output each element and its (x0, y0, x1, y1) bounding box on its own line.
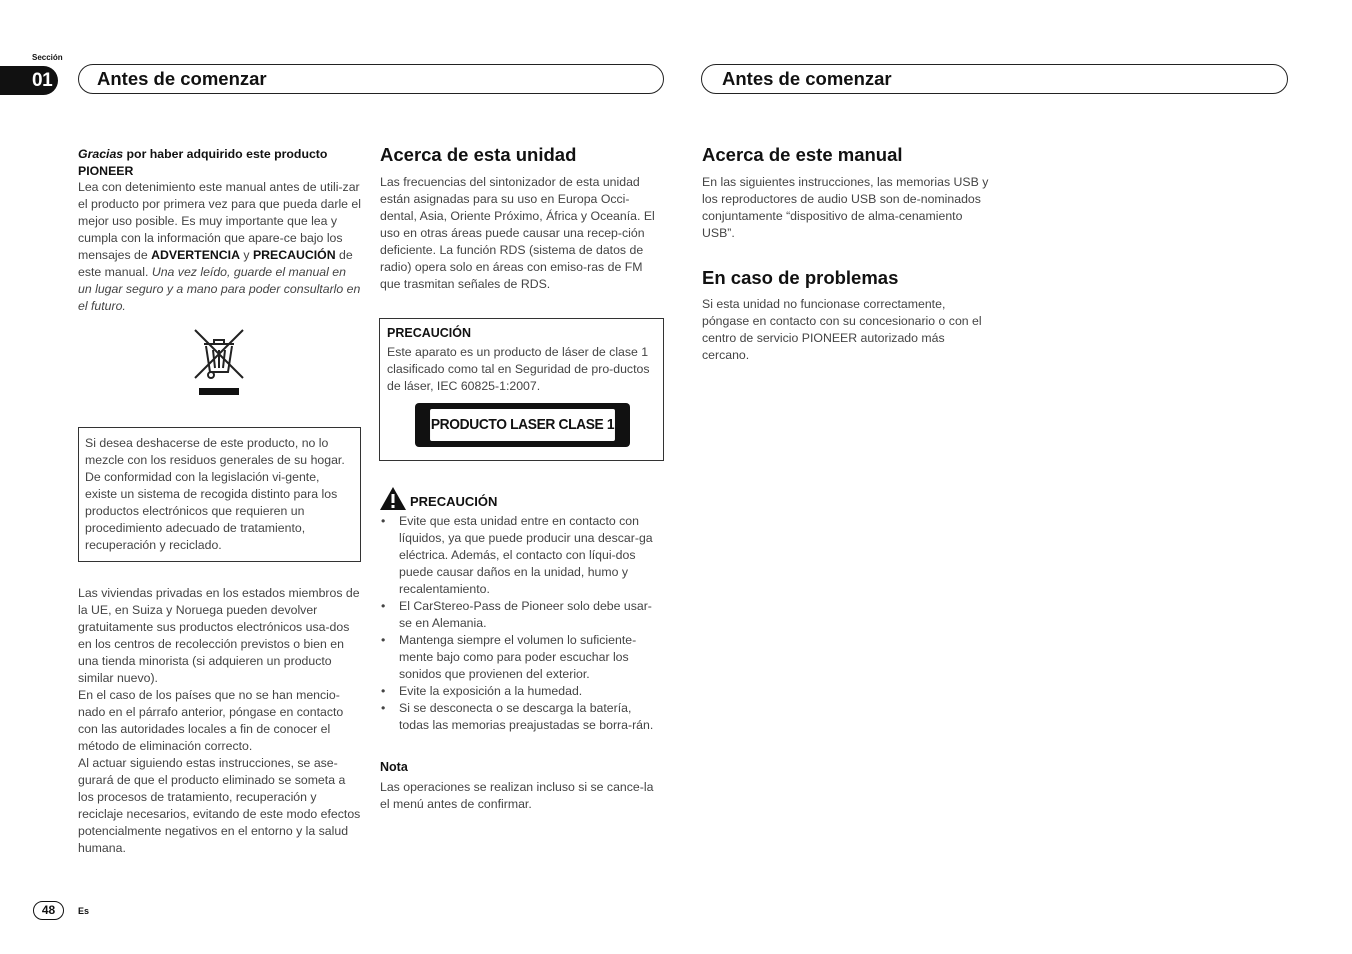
intro-p3: Una vez leído, guarde el manual en un lugar seguro y a mano para poder consultarlo en el futuro. (78, 265, 361, 313)
intro-title-italic: Gracias (78, 147, 124, 161)
laser-class-label-text: PRODUCTO LASER CLASE 1 (430, 409, 615, 441)
households-p3: Al actuar siguiendo estas instrucciones, se ase-gurará de que el producto eliminado se someta a los procesos de tratamiento, recuperación y reciclaje necesarios, evitando de este modo efectos potencialmente negativos en el entorno y la salud humana. (78, 756, 361, 855)
caution-item: • Evite que esta unidad entre en contacto con líquidos, ya que puede producir una descar-ga eléctrica. Además, el contacto con líqui-dos puede causar daños en la unidad, humo y recalentamiento. (380, 513, 664, 598)
intro-title (78, 146, 362, 180)
precaucion-box-text: Este aparato es un producto de láser de clase 1 clasificado como tal en Seguridad de pro-ductos de láser, IEC 60825-1:2007. (387, 345, 650, 393)
language-code: Es (78, 906, 90, 916)
caution-item: • El CarStereo-Pass de Pioneer solo debe usar-se en Alemania. (380, 598, 664, 632)
section-number-tab: 01 (0, 66, 58, 95)
precaucion-box-heading: PRECAUCIÓN (387, 326, 472, 340)
section-label: Sección (32, 53, 63, 62)
warning-triangle-icon (379, 486, 407, 511)
page-number: 48 (33, 901, 64, 920)
intro-title-rest: por haber adquirido este producto (123, 147, 328, 161)
disposal-text: Si desea deshacerse de este producto, no lo mezcle con los residuos generales de su hogar. De conformidad con la legislación vi-gente, existe un sistema de recogida distinto para los productos electrónicos que requieren un procedimiento adecuado de tratamiento, recuperación y reciclado. (85, 436, 345, 552)
caution-list (380, 513, 664, 734)
header-left-title: Antes de comenzar (78, 64, 664, 94)
manual-title: Acerca de este manual (702, 144, 903, 165)
problemas-text: Si esta unidad no funcionase correctamente, póngase en contacto con su concesionario o con el centro de servicio PIONEER autorizado más cercano. (702, 297, 982, 362)
caution-item: • Si se desconecta o se descarga la batería, todas las memorias preajustadas se borra-rán. (380, 700, 664, 734)
caution-item: • Evite la exposición a la humedad. (380, 683, 664, 700)
intro-title-brand: PIONEER (78, 164, 134, 178)
caution-heading: PRECAUCIÓN (410, 494, 498, 509)
intro-paragraph (78, 179, 362, 315)
header-right-title: Antes de comenzar (701, 64, 1288, 94)
intro-y: y (239, 248, 253, 262)
households-p1: Las viviendas privadas en los estados miembros de la UE, en Suiza y Noruega pueden devolver gratuitamente sus productos electrónicos usa-dos en los centros de recolección previstos o bien en una tienda minorista (si adquieren un producto similar nuevo). (78, 586, 360, 685)
disposal-info-box (78, 427, 361, 562)
intro-precaucion: PRECAUCIÓN (252, 248, 336, 262)
nota-text: Las operaciones se realizan incluso si se cance-la el menú antes de confirmar. (380, 780, 654, 811)
intro-advertencia: ADVERTENCIA (151, 248, 240, 262)
nota-heading: Nota (380, 760, 408, 774)
households-section (78, 585, 362, 857)
manual-text: En las siguientes instrucciones, las memorias USB y los reproductores de audio USB son de-nominados conjuntamente “dispositivo de alma-cenamiento USB”. (702, 175, 989, 240)
crossed-out-wheelie-bin-icon (193, 326, 245, 398)
unidad-text: Las frecuencias del sintonizador de esta unidad están asignadas para su uso en Europa Occi-dental, Asia, Oriente Próximo, África y Oceanía. El uso en otras áreas puede causar una recep-ción deficiente. La función RDS (sistema de datos de radio) opera solo en áreas con emiso-ras de FM que trasmitan señales de RDS. (380, 175, 655, 291)
caution-item: • Mantenga siempre el volumen lo suficiente-mente bajo como para poder escuchar los sonidos que provienen del exterior. (380, 632, 664, 683)
intro-p1: Lea con detenimiento este manual antes de utili-zar el producto por primera vez para que pueda darle el mejor uso posible. Es muy importante que lea y cumpla con la información que apare-ce bajo los mensajes de (78, 180, 362, 262)
households-p2: En el caso de los países que no se han mencio-nado en el párrafo anterior, póngase en contacto con las autoridades locales a fin de conocer el método de eliminación correcto. (78, 688, 344, 753)
intro-p2: de este manual. (78, 248, 353, 279)
problemas-title: En caso de problemas (702, 267, 899, 288)
laser-class-label (415, 403, 630, 447)
unidad-title: Acerca de esta unidad (380, 144, 577, 165)
